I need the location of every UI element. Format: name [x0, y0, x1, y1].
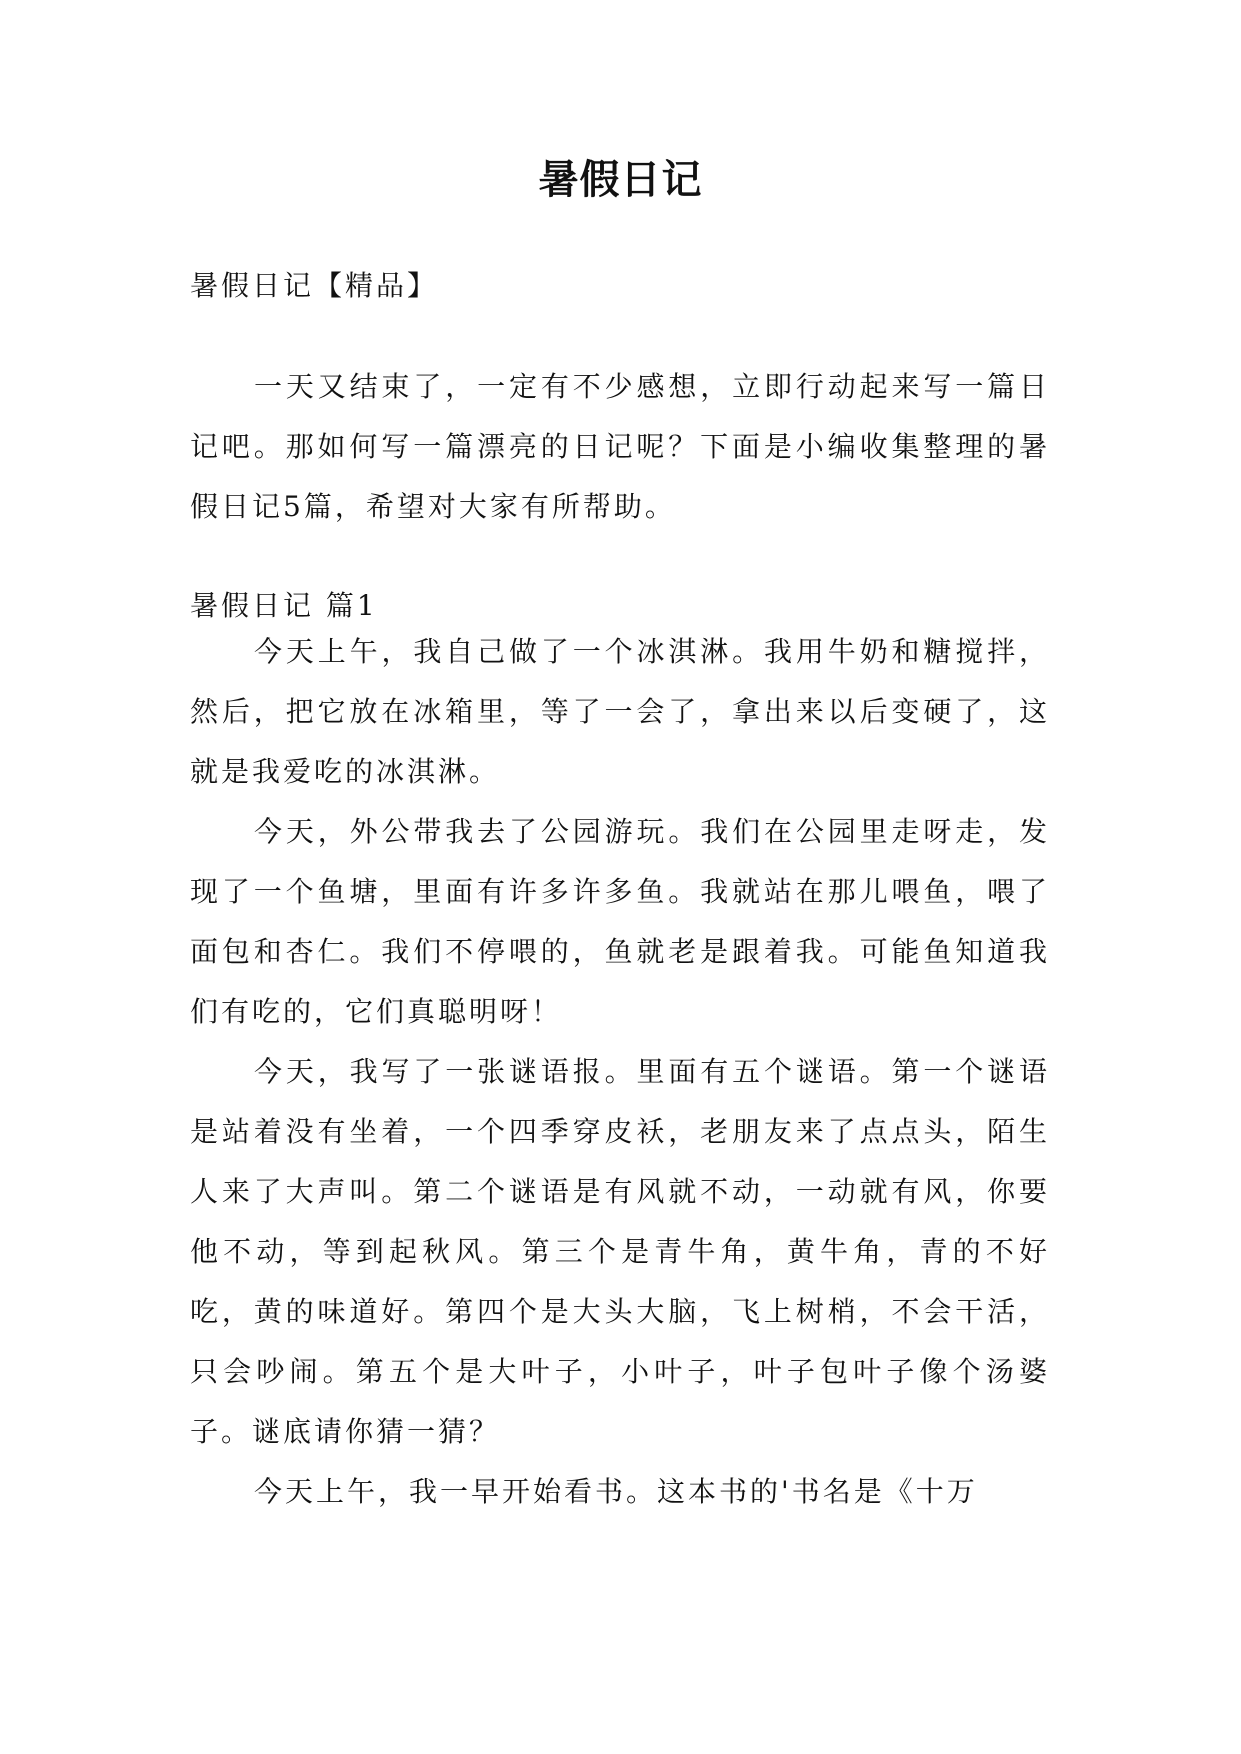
section-heading: 暑假日记 篇1 — [190, 589, 378, 622]
document-subtitle: 暑假日记【精品】 — [190, 269, 439, 302]
body-paragraph: 今天，外公带我去了公园游玩。我们在公园里走呀走，发现了一个鱼塘，里面有许多许多鱼。我就站在那儿喂鱼，喂了面包和杏仁。我们不停喂的，鱼就老是跟着我。可能鱼知道我们有吃的，它们真聪明呀！ — [190, 815, 1050, 1028]
document-title: 暑假日记 — [538, 157, 703, 203]
body-paragraph: 今天上午，我自己做了一个冰淇淋。我用牛奶和糖搅拌，然后，把它放在冰箱里，等了一会了，拿出来以后变硬了，这就是我爱吃的冰淇淋。 — [190, 635, 1050, 788]
body-paragraph: 今天，我写了一张谜语报。里面有五个谜语。第一个谜语是站着没有坐着，一个四季穿皮袄，老朋友来了点点头，陌生人来了大声叫。第二个谜语是有风就不动，一动就有风，你要他不动，等到起秋风。第三个是青牛角，黄牛角，青的不好吃，黄的味道好。第四个是大头大脑，飞上树梢，不会干活，只会吵闹。第五个是大叶子，小叶子，叶子包叶子像个汤婆子。谜底请你猜一猜？ — [190, 1055, 1050, 1448]
body-paragraph: 今天上午，我一早开始看书。这本书的'书名是《十万 — [254, 1475, 978, 1508]
intro-paragraph: 一天又结束了，一定有不少感想，立即行动起来写一篇日记吧。那如何写一篇漂亮的日记呢？下面是小编收集整理的暑假日记5篇，希望对大家有所帮助。 — [190, 370, 1050, 523]
